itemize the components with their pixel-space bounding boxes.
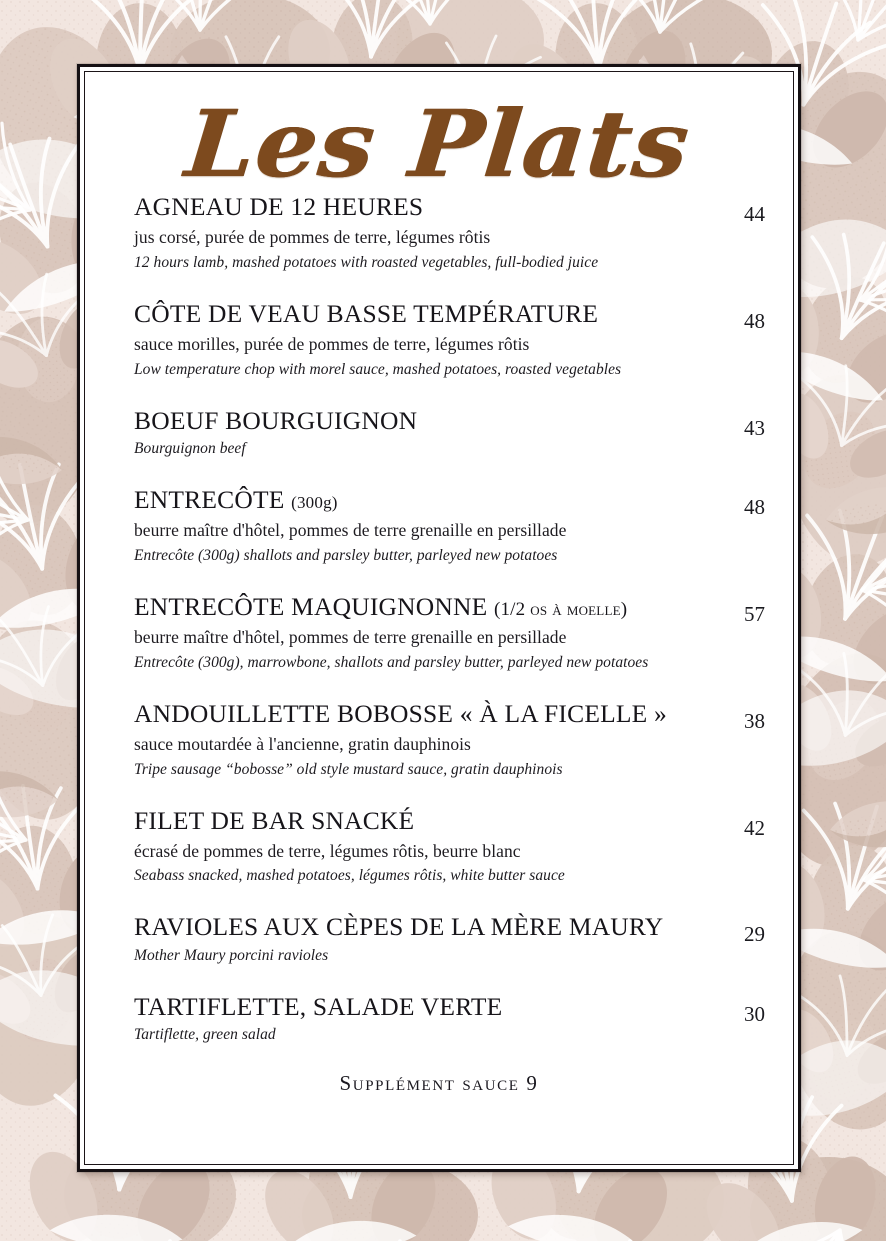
menu-item [134,592,765,674]
dish-description-en: Tripe sausage “bobosse” old style mustard sauce, gratin dauphinois [134,760,563,778]
page-title: Les Plats [181,90,695,198]
menu-item [134,992,765,1046]
dish-name-text: ENTRECÔTE MAQUIGNONNE [134,591,488,621]
dish-price: 30 [744,1001,765,1026]
dish-name-text: CÔTE DE VEAU BASSE TEMPÉRATURE [134,298,599,328]
menu-item-header [134,912,765,947]
dish-description-fr: sauce morilles, purée de pommes de terre, légumes rôtis [134,333,530,354]
dish-name [134,912,663,942]
menu-item [134,806,765,888]
menu-item-header [134,191,765,226]
dish-price: 48 [744,494,765,519]
dish-qualifier: (1/2 os à moelle) [493,598,628,620]
dish-price: 29 [744,922,765,947]
dish-name-text: BOEUF BOURGUIGNON [134,405,418,435]
dish-name [134,192,423,222]
dishes-list [85,192,793,1046]
menu-frame [77,64,801,1172]
dish-description-en: Mother Maury porcini ravioles [134,946,329,964]
menu-item [134,699,765,781]
supplement-note: Supplément sauce 9 [339,1070,539,1095]
menu-item-header [134,405,765,440]
dish-name-text: ANDOUILLETTE BOBOSSE « À LA FICELLE » [134,698,667,728]
menu-item-header [134,484,765,519]
dish-name [134,592,627,622]
dish-description-en: Low temperature chop with morel sauce, mashed potatoes, roasted vegetables [134,360,622,378]
dish-price: 44 [744,201,765,226]
menu-item [134,406,765,460]
dish-name [134,485,338,515]
dish-name [134,406,417,436]
dish-name [134,699,667,729]
dish-description-en: Tartiflette, green salad [134,1025,276,1043]
dish-description-en: Entrecôte (300g), marrowbone, shallots and parsley butter, parleyed new potatoes [134,653,649,671]
menu-item [134,299,765,381]
dish-name-text: ENTRECÔTE [134,484,285,514]
dish-name [134,299,598,329]
menu-item [134,912,765,966]
dish-description-en: 12 hours lamb, mashed potatoes with roasted vegetables, full-bodied juice [134,253,599,271]
dish-name-text: RAVIOLES AUX CÈPES DE LA MÈRE MAURY [134,912,664,942]
menu-item-header [134,591,765,626]
dish-price: 38 [744,708,765,733]
dish-name [134,992,502,1022]
dish-name-text: AGNEAU DE 12 HEURES [134,191,424,221]
dish-name [134,806,414,836]
dish-description-en: Entrecôte (300g) shallots and parsley butter, parleyed new potatoes [134,546,558,564]
dish-description-fr: écrasé de pommes de terre, légumes rôtis, beurre blanc [134,840,521,861]
dish-price: 48 [744,308,765,333]
dish-description-en: Bourguignon beef [134,439,246,457]
menu-item-header [134,298,765,333]
menu-item-header [134,991,765,1026]
dish-description-fr: beurre maître d'hôtel, pommes de terre grenaille en persillade [134,626,567,647]
dish-qualifier: (300g) [291,492,338,512]
menu-card [85,72,793,1164]
dish-description-fr: sauce moutardée à l'ancienne, gratin dauphinois [134,733,471,754]
menu-item-header [134,698,765,733]
dish-description-en: Seabass snacked, mashed potatoes, légumes rôtis, white butter sauce [134,867,565,885]
dish-price: 57 [744,601,765,626]
dish-name-text: FILET DE BAR SNACKÉ [134,805,415,835]
dish-description-fr: jus corsé, purée de pommes de terre, légumes rôtis [134,226,491,247]
dish-price: 43 [744,415,765,440]
dish-name-text: TARTIFLETTE, SALADE VERTE [134,991,503,1021]
dish-price: 42 [744,815,765,840]
menu-item [134,485,765,567]
dish-description-fr: beurre maître d'hôtel, pommes de terre grenaille en persillade [134,519,567,540]
menu-frame-inner-rule [84,71,794,1165]
menu-item-header [134,805,765,840]
menu-item [134,192,765,274]
